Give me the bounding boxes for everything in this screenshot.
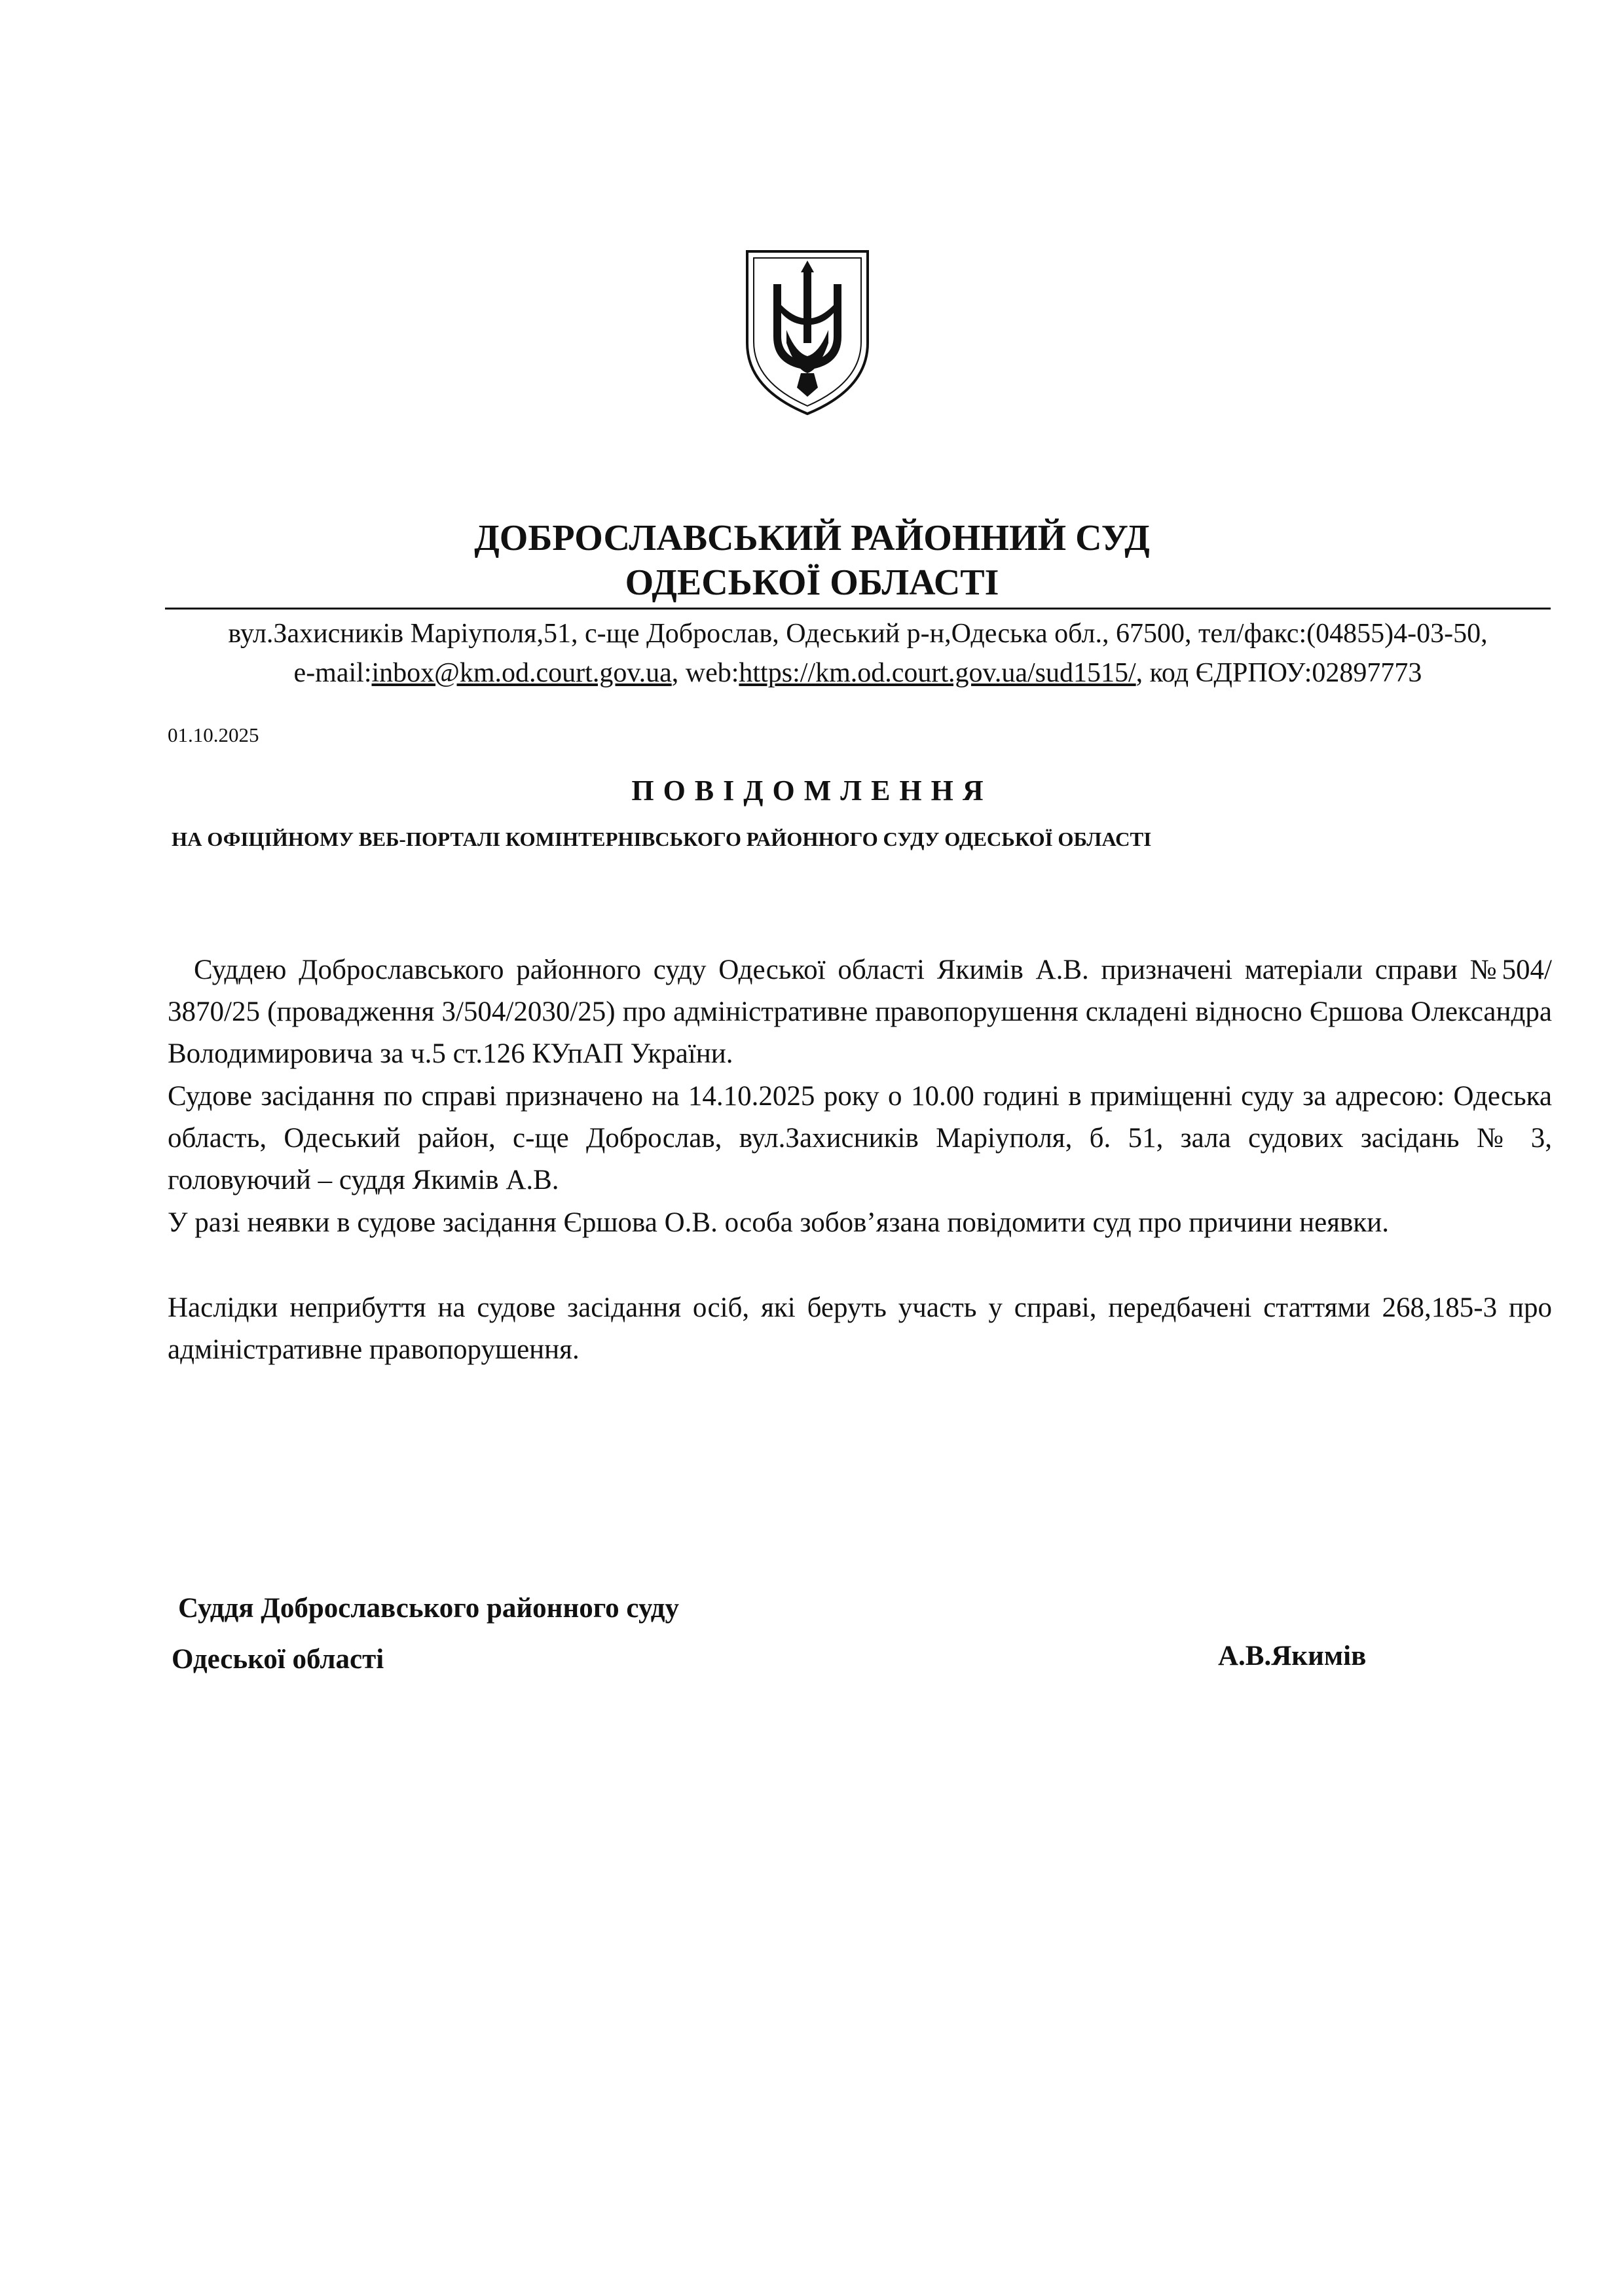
body-paragraph: У разі неявки в судове засідання Єршова О.В. особа зобов’язана повідомити суд про причини неявки. xyxy=(168,1207,1389,1238)
email-prefix: e-mail: xyxy=(293,658,372,688)
body-paragraph: Наслідки неприбуття на судове засідання осіб, які беруть участь у справі, передбачені статтями 268,185-3 про адміністративне правопорушення. xyxy=(168,1292,1552,1365)
body-paragraph: Судове засідання по справі призначено на 14.10.2025 року о 10.00 годині в приміщенні суду за адресою: Одеська область, Одеський район, с-ще Доброслав, вул.Захисників Маріуполя, б. 51, зала судових засідань № 3, головуючий – суддя Якимів А.В. xyxy=(168,1081,1552,1195)
edrpou-code: , код ЄДРПОУ:02897773 xyxy=(1135,658,1422,688)
web-link[interactable]: https://km.od.court.gov.ua/sud1515/ xyxy=(739,658,1136,688)
court-name-line2: ОДЕСЬКОЇ ОБЛАСТІ xyxy=(625,562,999,603)
signature-title-line1: Суддя Доброславського районного суду xyxy=(178,1593,679,1624)
header-divider xyxy=(165,608,1551,610)
signature-title-line2: Одеської області xyxy=(172,1644,384,1675)
document-title: ПОВІДОМЛЕННЯ xyxy=(631,774,993,807)
web-prefix: , web: xyxy=(671,658,739,688)
address-line: вул.Захисників Маріуполя,51, с-ще Доброслав, Одеський р-н,Одеська обл., 67500, тел/факс:(04855)4-03-50, xyxy=(228,619,1488,649)
document-date: 01.10.2025 xyxy=(168,723,259,746)
email-link[interactable]: inbox@km.od.court.gov.ua xyxy=(371,658,672,688)
contacts-line xyxy=(157,655,1559,691)
coat-of-arms-icon xyxy=(741,245,874,418)
document-subtitle: НА ОФІЦІЙНОМУ ВЕБ-ПОРТАЛІ КОМІНТЕРНІВСЬКОГО РАЙОННОГО СУДУ ОДЕСЬКОЇ ОБЛАСТІ xyxy=(172,828,1152,850)
body-paragraph: Суддею Доброславського районного суду Одеської області Якимів А.В. призначені матеріали справи №504/ 3870/25 (провадження 3/504/2030/25) про адміністративне правопорушення складені відносно Єршова Олександра Володимировича за ч.5 ст.126 КУпАП України. xyxy=(168,955,1552,1069)
court-name-line1: ДОБРОСЛАВСЬКИЙ РАЙОННИЙ СУД xyxy=(474,518,1150,558)
signature-name: А.В.Якимів xyxy=(1218,1641,1367,1671)
